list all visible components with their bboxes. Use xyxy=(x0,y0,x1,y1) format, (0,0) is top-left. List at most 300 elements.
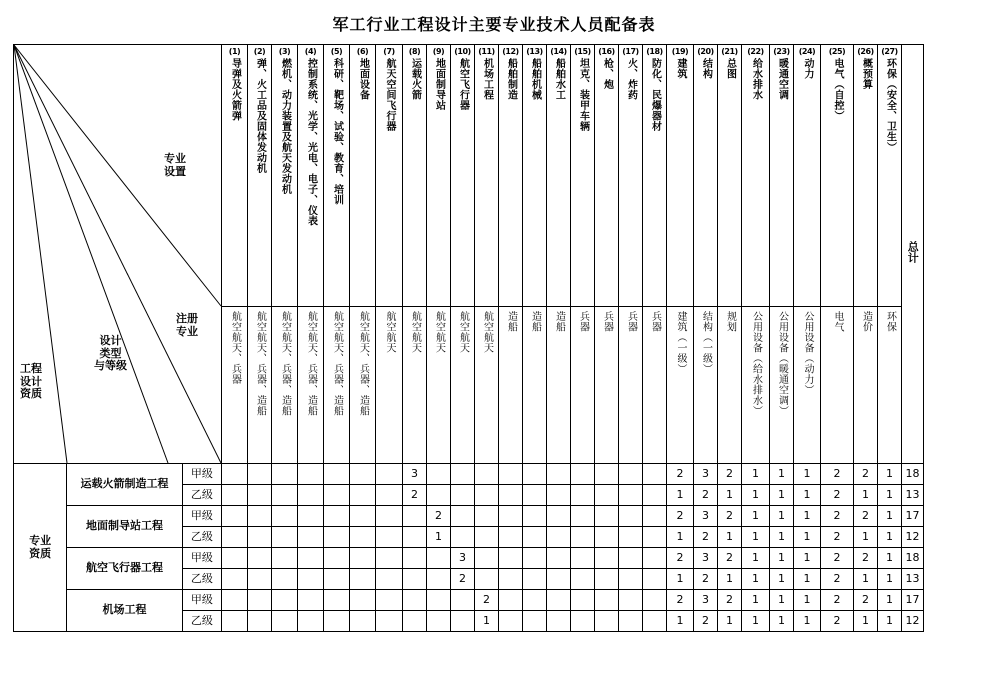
registered-specialty-header: 兵器 xyxy=(571,306,595,463)
value-cell: 2 xyxy=(667,506,694,527)
registered-specialty-header: 公用设备（给水排水） xyxy=(742,306,770,463)
value-cell xyxy=(350,527,376,548)
grade-cell: 乙级 xyxy=(182,527,221,548)
value-cell xyxy=(350,464,376,485)
value-cell xyxy=(523,464,547,485)
value-cell xyxy=(272,464,298,485)
specialty-header: (27) 环保（安全、卫生） xyxy=(878,45,902,307)
value-cell xyxy=(571,548,595,569)
registered-specialty-header: 航空航天、兵器、造船 xyxy=(272,306,298,463)
registered-specialty-header: 规划 xyxy=(718,306,742,463)
value-cell xyxy=(350,569,376,590)
value-cell xyxy=(376,569,403,590)
value-cell: 2 xyxy=(821,485,854,506)
value-cell xyxy=(619,569,643,590)
value-cell xyxy=(427,611,451,632)
specialty-header: (6) 地面设备 xyxy=(350,45,376,307)
value-cell xyxy=(571,590,595,611)
value-cell xyxy=(427,548,451,569)
value-cell xyxy=(324,506,350,527)
value-cell xyxy=(248,485,272,506)
value-cell xyxy=(499,506,523,527)
total-cell: 18 xyxy=(902,464,924,485)
grade-cell: 甲级 xyxy=(182,464,221,485)
value-cell: 1 xyxy=(794,464,821,485)
value-cell xyxy=(499,464,523,485)
value-cell xyxy=(523,548,547,569)
value-cell: 2 xyxy=(718,590,742,611)
specialty-header: (9) 地面制导站 xyxy=(427,45,451,307)
value-cell: 2 xyxy=(427,506,451,527)
value-cell: 1 xyxy=(742,485,770,506)
value-cell xyxy=(571,569,595,590)
value-cell xyxy=(298,569,324,590)
value-cell xyxy=(475,464,499,485)
value-cell: 1 xyxy=(667,527,694,548)
label-specialty-setting: 专业 设置 xyxy=(164,152,186,178)
value-cell: 3 xyxy=(694,590,718,611)
value-cell: 1 xyxy=(854,527,878,548)
value-cell: 1 xyxy=(878,548,902,569)
value-cell: 3 xyxy=(451,548,475,569)
qualification-cell: 专业资质 xyxy=(14,464,67,632)
value-cell: 1 xyxy=(427,527,451,548)
value-cell: 1 xyxy=(742,590,770,611)
specialty-header: (5) 科研、靶场、试验、教育、培训 xyxy=(324,45,350,307)
value-cell xyxy=(222,464,248,485)
grade-cell: 甲级 xyxy=(182,506,221,527)
total-cell: 18 xyxy=(902,548,924,569)
value-cell xyxy=(403,569,427,590)
value-cell: 2 xyxy=(821,548,854,569)
value-cell xyxy=(595,569,619,590)
specialty-header: (13) 船舶机械 xyxy=(523,45,547,307)
value-cell xyxy=(523,569,547,590)
registered-specialty-header: 航空航天 xyxy=(376,306,403,463)
value-cell: 2 xyxy=(718,548,742,569)
value-cell xyxy=(222,611,248,632)
value-cell xyxy=(248,590,272,611)
value-cell xyxy=(643,611,667,632)
value-cell xyxy=(248,527,272,548)
value-cell: 1 xyxy=(718,485,742,506)
value-cell: 1 xyxy=(770,611,794,632)
value-cell: 1 xyxy=(718,569,742,590)
value-cell xyxy=(523,506,547,527)
value-cell xyxy=(222,548,248,569)
total-cell: 17 xyxy=(902,506,924,527)
value-cell xyxy=(376,548,403,569)
value-cell xyxy=(248,569,272,590)
registered-specialty-header: 造船 xyxy=(547,306,571,463)
value-cell xyxy=(298,485,324,506)
value-cell: 1 xyxy=(878,527,902,548)
value-cell xyxy=(272,569,298,590)
specialty-header: (4) 控制系统、光学、光电、电子、仪表 xyxy=(298,45,324,307)
value-cell xyxy=(248,464,272,485)
value-cell: 1 xyxy=(742,569,770,590)
specialty-header: (23) 暖通空调 xyxy=(770,45,794,307)
registered-specialty-header: 公用设备（暖通空调） xyxy=(770,306,794,463)
specialty-header: (21) 总图 xyxy=(718,45,742,307)
total-cell: 12 xyxy=(902,527,924,548)
value-cell: 2 xyxy=(854,590,878,611)
value-cell xyxy=(595,548,619,569)
value-cell xyxy=(222,485,248,506)
value-cell: 3 xyxy=(403,464,427,485)
value-cell xyxy=(619,527,643,548)
value-cell xyxy=(403,611,427,632)
specialty-header: (11) 机场工程 xyxy=(475,45,499,307)
value-cell: 2 xyxy=(821,464,854,485)
grade-cell: 乙级 xyxy=(182,569,221,590)
registered-specialty-header: 航空航天 xyxy=(475,306,499,463)
value-cell xyxy=(571,611,595,632)
registered-specialty-header: 造船 xyxy=(523,306,547,463)
value-cell xyxy=(350,548,376,569)
header-row-specialty xyxy=(14,45,924,307)
value-cell xyxy=(547,548,571,569)
value-cell: 1 xyxy=(794,527,821,548)
value-cell: 2 xyxy=(694,485,718,506)
value-cell xyxy=(619,590,643,611)
specialty-header: (3) 燃机、动力装置及航天发动机 xyxy=(272,45,298,307)
value-cell: 1 xyxy=(742,506,770,527)
value-cell xyxy=(376,485,403,506)
value-cell xyxy=(403,548,427,569)
specialty-header: (19) 建筑 xyxy=(667,45,694,307)
value-cell xyxy=(595,506,619,527)
registered-specialty-header: 结构（一级） xyxy=(694,306,718,463)
value-cell: 2 xyxy=(854,506,878,527)
value-cell xyxy=(643,464,667,485)
value-cell: 3 xyxy=(694,548,718,569)
value-cell xyxy=(376,506,403,527)
value-cell: 2 xyxy=(821,590,854,611)
value-cell xyxy=(298,548,324,569)
value-cell: 1 xyxy=(794,569,821,590)
value-cell xyxy=(451,527,475,548)
value-cell xyxy=(499,527,523,548)
registered-specialty-header: 造价 xyxy=(854,306,878,463)
value-cell xyxy=(547,569,571,590)
total-cell: 12 xyxy=(902,611,924,632)
registered-specialty-header: 航空航天、兵器、造船 xyxy=(248,306,272,463)
value-cell: 1 xyxy=(667,569,694,590)
value-cell: 1 xyxy=(742,611,770,632)
value-cell xyxy=(324,485,350,506)
registered-specialty-header: 电气 xyxy=(821,306,854,463)
value-cell: 2 xyxy=(854,548,878,569)
value-cell: 1 xyxy=(770,506,794,527)
value-cell: 2 xyxy=(667,590,694,611)
registered-specialty-header: 兵器 xyxy=(619,306,643,463)
value-cell: 1 xyxy=(794,548,821,569)
value-cell xyxy=(451,464,475,485)
grade-cell: 乙级 xyxy=(182,485,221,506)
value-cell xyxy=(427,569,451,590)
value-cell: 2 xyxy=(854,464,878,485)
total-cell: 13 xyxy=(902,569,924,590)
value-cell: 1 xyxy=(854,485,878,506)
value-cell xyxy=(643,527,667,548)
value-cell: 2 xyxy=(694,569,718,590)
value-cell: 1 xyxy=(878,506,902,527)
value-cell: 2 xyxy=(451,569,475,590)
value-cell: 1 xyxy=(770,548,794,569)
value-cell xyxy=(350,506,376,527)
value-cell xyxy=(547,611,571,632)
value-cell: 1 xyxy=(794,611,821,632)
specialty-header: (8) 运载火箭 xyxy=(403,45,427,307)
value-cell xyxy=(324,590,350,611)
specialty-header: (22) 给水排水 xyxy=(742,45,770,307)
specialty-header: (7) 航天空间飞行器 xyxy=(376,45,403,307)
value-cell xyxy=(571,506,595,527)
value-cell: 2 xyxy=(821,527,854,548)
value-cell xyxy=(248,506,272,527)
value-cell xyxy=(324,464,350,485)
value-cell: 3 xyxy=(694,464,718,485)
total-header: 总计 xyxy=(902,45,924,464)
value-cell xyxy=(298,464,324,485)
value-cell xyxy=(272,611,298,632)
value-cell xyxy=(595,485,619,506)
diagonal-lines xyxy=(14,45,221,463)
grade-cell: 乙级 xyxy=(182,611,221,632)
value-cell: 2 xyxy=(821,506,854,527)
corner-header xyxy=(14,45,222,464)
specialty-header: (18) 防化、民爆器材 xyxy=(643,45,667,307)
value-cell xyxy=(222,590,248,611)
value-cell xyxy=(350,611,376,632)
specialty-header: (12) 船舶制造 xyxy=(499,45,523,307)
value-cell xyxy=(619,548,643,569)
value-cell: 1 xyxy=(742,464,770,485)
value-cell xyxy=(376,464,403,485)
value-cell xyxy=(475,527,499,548)
table-row xyxy=(14,464,924,485)
value-cell xyxy=(298,527,324,548)
specialty-header: (14) 船舶水工 xyxy=(547,45,571,307)
value-cell: 2 xyxy=(718,506,742,527)
value-cell: 1 xyxy=(475,611,499,632)
value-cell xyxy=(350,590,376,611)
value-cell: 1 xyxy=(878,485,902,506)
value-cell: 1 xyxy=(878,611,902,632)
value-cell xyxy=(427,590,451,611)
value-cell: 1 xyxy=(794,590,821,611)
value-cell xyxy=(298,590,324,611)
value-cell: 1 xyxy=(770,590,794,611)
specialty-header: (20) 结构 xyxy=(694,45,718,307)
value-cell: 2 xyxy=(821,569,854,590)
total-cell: 13 xyxy=(902,485,924,506)
value-cell xyxy=(222,506,248,527)
value-cell xyxy=(571,527,595,548)
grade-cell: 甲级 xyxy=(182,590,221,611)
label-design-type-grade: 设计 类型 与等级 xyxy=(94,334,127,373)
specialty-header: (17) 火、炸药 xyxy=(619,45,643,307)
value-cell xyxy=(523,611,547,632)
specialty-header: (16) 枪、炮 xyxy=(595,45,619,307)
value-cell xyxy=(523,527,547,548)
label-registered-specialty: 注册 专业 xyxy=(176,312,198,338)
value-cell xyxy=(403,506,427,527)
value-cell xyxy=(523,590,547,611)
value-cell xyxy=(475,569,499,590)
value-cell xyxy=(643,548,667,569)
value-cell xyxy=(619,506,643,527)
value-cell xyxy=(272,548,298,569)
specialty-header: (25) 电气（自控） xyxy=(821,45,854,307)
value-cell xyxy=(547,527,571,548)
value-cell xyxy=(403,527,427,548)
value-cell xyxy=(499,485,523,506)
grade-cell: 甲级 xyxy=(182,548,221,569)
value-cell xyxy=(643,590,667,611)
value-cell xyxy=(427,464,451,485)
value-cell: 1 xyxy=(770,464,794,485)
value-cell xyxy=(619,485,643,506)
value-cell xyxy=(272,527,298,548)
value-cell: 1 xyxy=(794,506,821,527)
specialty-header: (15) 坦克、装甲车辆 xyxy=(571,45,595,307)
registered-specialty-header: 航空航天 xyxy=(403,306,427,463)
value-cell: 2 xyxy=(718,464,742,485)
value-cell xyxy=(547,590,571,611)
registered-specialty-header: 造船 xyxy=(499,306,523,463)
specialty-header: (2) 弹、火工品及固体发动机 xyxy=(248,45,272,307)
registered-specialty-header: 航空航天 xyxy=(451,306,475,463)
value-cell: 2 xyxy=(667,548,694,569)
value-cell xyxy=(643,569,667,590)
value-cell xyxy=(324,611,350,632)
value-cell: 1 xyxy=(794,485,821,506)
value-cell: 3 xyxy=(694,506,718,527)
value-cell xyxy=(324,569,350,590)
table-row xyxy=(14,548,924,569)
value-cell xyxy=(643,485,667,506)
value-cell xyxy=(272,506,298,527)
value-cell: 1 xyxy=(854,611,878,632)
value-cell xyxy=(451,611,475,632)
value-cell: 1 xyxy=(878,464,902,485)
value-cell: 2 xyxy=(403,485,427,506)
value-cell xyxy=(571,485,595,506)
value-cell xyxy=(475,485,499,506)
value-cell xyxy=(499,611,523,632)
value-cell: 1 xyxy=(718,527,742,548)
value-cell xyxy=(376,527,403,548)
label-engineering-qualification: 工程 设计 资质 xyxy=(20,362,42,401)
value-cell: 2 xyxy=(694,527,718,548)
registered-specialty-header: 航空航天、兵器、造船 xyxy=(324,306,350,463)
table-row xyxy=(14,590,924,611)
value-cell xyxy=(571,464,595,485)
specialty-header: (10) 航空飞行器 xyxy=(451,45,475,307)
value-cell: 1 xyxy=(667,485,694,506)
table-row xyxy=(14,506,924,527)
value-cell xyxy=(272,590,298,611)
value-cell xyxy=(619,464,643,485)
value-cell: 1 xyxy=(742,527,770,548)
registered-specialty-header: 航空航天、兵器 xyxy=(222,306,248,463)
value-cell xyxy=(499,590,523,611)
value-cell xyxy=(298,506,324,527)
value-cell: 1 xyxy=(742,548,770,569)
page-title: 军工行业工程设计主要专业技术人员配备表 xyxy=(332,15,656,34)
specialty-header: (1) 导弹及火箭弹 xyxy=(222,45,248,307)
value-cell: 2 xyxy=(821,611,854,632)
design-type-cell: 航空飞行器工程 xyxy=(67,548,183,590)
value-cell xyxy=(619,611,643,632)
value-cell xyxy=(451,485,475,506)
value-cell xyxy=(298,611,324,632)
design-type-cell: 运载火箭制造工程 xyxy=(67,464,183,506)
design-type-cell: 机场工程 xyxy=(67,590,183,632)
value-cell: 1 xyxy=(770,485,794,506)
registered-specialty-header: 兵器 xyxy=(643,306,667,463)
value-cell: 1 xyxy=(878,590,902,611)
value-cell xyxy=(499,569,523,590)
value-cell xyxy=(427,485,451,506)
registered-specialty-header: 航空航天、兵器、造船 xyxy=(350,306,376,463)
value-cell xyxy=(451,506,475,527)
value-cell xyxy=(324,527,350,548)
value-cell xyxy=(222,527,248,548)
value-cell: 1 xyxy=(718,611,742,632)
value-cell xyxy=(595,464,619,485)
value-cell: 1 xyxy=(770,527,794,548)
specialty-header: (24) 动力 xyxy=(794,45,821,307)
value-cell xyxy=(350,485,376,506)
value-cell xyxy=(499,548,523,569)
registered-specialty-header: 建筑（一级） xyxy=(667,306,694,463)
value-cell xyxy=(222,569,248,590)
value-cell xyxy=(376,590,403,611)
value-cell xyxy=(595,590,619,611)
registered-specialty-header: 公用设备（动力） xyxy=(794,306,821,463)
value-cell: 1 xyxy=(667,611,694,632)
registered-specialty-header: 兵器 xyxy=(595,306,619,463)
value-cell xyxy=(272,485,298,506)
value-cell xyxy=(547,485,571,506)
value-cell: 1 xyxy=(770,569,794,590)
value-cell xyxy=(523,485,547,506)
value-cell xyxy=(248,611,272,632)
value-cell xyxy=(547,506,571,527)
value-cell: 2 xyxy=(475,590,499,611)
registered-specialty-header: 航空航天、兵器、造船 xyxy=(298,306,324,463)
value-cell xyxy=(475,548,499,569)
value-cell xyxy=(643,506,667,527)
specialty-header: (26) 概预算 xyxy=(854,45,878,307)
value-cell: 2 xyxy=(667,464,694,485)
value-cell xyxy=(324,548,350,569)
value-cell xyxy=(451,590,475,611)
total-cell: 17 xyxy=(902,590,924,611)
value-cell xyxy=(547,464,571,485)
value-cell: 2 xyxy=(694,611,718,632)
value-cell xyxy=(248,548,272,569)
value-cell: 1 xyxy=(854,569,878,590)
registered-specialty-header: 航空航天 xyxy=(427,306,451,463)
staffing-table xyxy=(13,44,924,632)
design-type-cell: 地面制导站工程 xyxy=(67,506,183,548)
value-cell xyxy=(403,590,427,611)
registered-specialty-header: 环保 xyxy=(878,306,902,463)
